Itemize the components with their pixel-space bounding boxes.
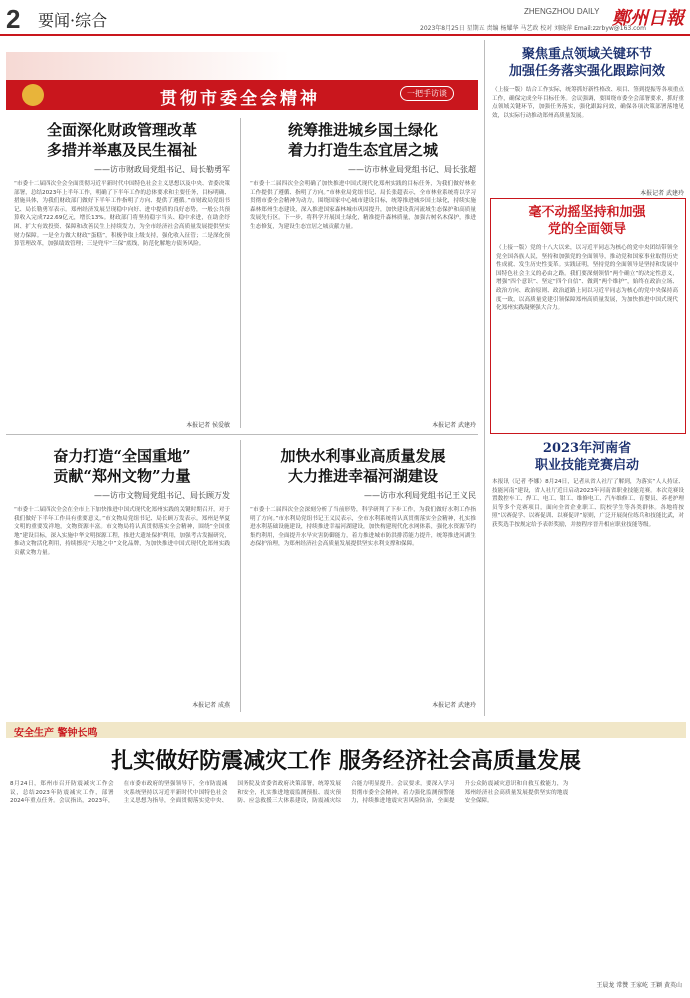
right-1-body: （上接一版）结合工作实际，统筹抓好新性格改、项目、签到提振等各项重点工作，确保完成全年目标任务。会议强调，要围绕市委全会部署要求，抓好重点领域关键环节，加强任务落实，强化跟踪问效，确保各项决策部署落地见效，以实际行动推动郑州高质量发展。	[492, 87, 684, 119]
article-1-subtitle: ——访市财政局党组书记、局长勒勇军	[94, 165, 230, 174]
row-divider	[6, 434, 478, 435]
right-2-title: 毫不动摇坚持和加强 党的全面领导	[528, 205, 646, 237]
article-2-subtitle: ——访市林业局党组书记、局长张超	[348, 165, 476, 174]
article-3-byline: 本报记者 成燕	[192, 702, 230, 709]
article-4-body: “市委十二届四次全会深刻分析了当前形势，科学研判了下步工作，为我们做好水利工作指明了方向。”市水利局党组书记王义民表示，全市水利系统将认真贯彻落实全会精神，扎实推进水利基础设施建设，持续推进幸福河湖建设，加快构建现代化水网体系，强化水资源节约集约利用，全面提升水旱灾害防御能力，着力推进城市防洪排涝能力提升，统筹推进河湖生态保护治理，为郑州经济社会高质量发展提供坚实水利支撑和保障。	[250, 507, 476, 548]
right-3-title: 2023年河南省 职业技能竞赛启动	[534, 441, 639, 473]
issue-meta: 2023年8月25日 星期五 责编 杨耀华 马艺政 校对 刘晓萍 Email:zzrbyw@163.com	[420, 25, 646, 32]
article-1-body: “市委十二届四次全会全面贯彻习近平新时代中国特色社会主义思想以及中央、省委决策部署，总结2023年上半年工作，明确了下半年工作的总体要求和主要任务，目标明确、措施具体，为我们财政部门做好下半年工作指明了方向、提供了遵循。”市财政局党组书记、局长勒勇军表示。郑州经济发展呈现稳中向好、进中提质的良好态势，一般公共预算收入完成722.69亿元，增长13%。财政部门将坚持稳字当头、稳中求进，在助企纾困、扩大有效投资、保障和改善民生上持续发力，为全市经济社会高质量发展提供坚实财力保障。一是全力做大财政“蛋糕”，积极争取上级支持，强化收入征管；二是深化预算管理改革，加强绩效管理；三是兜牢“三保”底线，防范化解地方债务风险。	[14, 181, 230, 248]
column-divider	[484, 40, 485, 716]
right-1-byline: 本报记者 武建玲	[640, 190, 684, 197]
bottom-title: 扎实做好防震减灾工作 服务经济社会高质量发展	[111, 748, 581, 774]
bottom-byline: 王晨龙 常赞 王家屹 王颖 黄英山	[596, 982, 682, 989]
article-3-title: 奋力打造“全国重地” 贡献“郑州文物”力量	[53, 447, 191, 485]
page-number: 2	[6, 4, 21, 34]
section-bar-label: 安全生产 警钟长鸣	[14, 728, 98, 739]
party-emblem-icon	[22, 84, 44, 106]
right-2-body: （上接一版）党的十八大以来，以习近平同志为核心的党中央团结带领全党全国各族人民，坚持和加强党的全面领导，推动党和国家事业取得历史性成就、发生历史性变革。实践证明，坚持党的全面领导是坚持和发展中国特色社会主义的必由之路。我们要深刻领悟“两个确立”的决定性意义，增强“四个意识”、坚定“四个自信”、做到“两个维护”，始终在政治立场、政治方向、政治原则、政治道路上同以习近平同志为核心的党中央保持高度一致，以高质量党建引领保障郑州高质量发展，为加快推进中国式现代化郑州实践凝聚强大合力。	[496, 245, 678, 312]
article-1-title: 全面深化财政管理改革 多措并举惠及民生福祉	[46, 121, 197, 159]
article-1-byline: 本报记者 侯爱敏	[186, 422, 230, 429]
section-title: 要闻·综合	[38, 11, 108, 30]
article-4-title: 加快水利事业高质量发展 大力推进幸福河湖建设	[280, 447, 446, 485]
paper-logo: 鄭州日報	[612, 8, 684, 29]
article-4-byline: 本报记者 武建玲	[432, 702, 476, 709]
article-2-title: 统筹推进城乡国土绿化 着力打造生态宜居之城	[287, 121, 438, 159]
article-3-subtitle: ——访市文物局党组书记、局长顾万发	[94, 491, 230, 500]
column-divider	[240, 440, 241, 712]
article-2-byline: 本报记者 武建玲	[432, 422, 476, 429]
right-1-title: 聚焦重点领域关键环节 加强任务落实强化跟踪问效	[508, 47, 665, 79]
banner-tag: 一把手访谈	[400, 86, 454, 101]
header-divider	[0, 34, 690, 36]
banner-title: 贯彻市委全会精神	[160, 89, 320, 109]
article-2-body: “市委十二届四次全会明确了加快推进中国式现代化郑州实践的目标任务，为我们做好林业工作提供了遵循、指明了方向。”市林业局党组书记、局长张超表示，全市林业系统将以学习贯彻市委全会精神为动力，围绕国家中心城市建设目标，统筹推进城乡国土绿化，持续实施森林郑州生态建设，深入推进国家森林城市巩固提升，加快建设黄河流域生态保护和高质量发展先行区。下一步，将科学开展国土绿化，精准提升森林质量，加强古树名木保护，推进生态修复，为建设生态宜居之城贡献力量。	[250, 181, 476, 230]
column-divider	[240, 118, 241, 428]
article-4-subtitle: ——访市水利局党组书记王义民	[364, 491, 476, 500]
banner-decor	[6, 52, 478, 80]
section-bar	[6, 722, 686, 738]
right-3-body: 本报讯（记者 李娜）8月24日，记者从省人社厅了解到，为落实“人人持证、技能河南”建设，省人社厅近日启动2023年河南省职业技能竞赛。本次竞赛设置数控车工、焊工、电工、钳工、维修电工、汽车维修工、育婴员、养老护理员等多个竞赛项目，面向全省企业职工、院校学生等各类群体。各地将按照“以赛促学、以赛促训、以赛促评”原则，广泛开展岗位练兵和技能比武，对获奖选手按规定给予表彰奖励，并按程序晋升相应职业技能等级。	[492, 479, 684, 528]
paper-name: ZHENGZHOU DAILY	[524, 7, 600, 16]
bottom-body: 8月24日，郑州市召开防震减灾工作会议，总结2023年防震减灾工作，部署2024年重点任务。会议指出，2023年，在市委市政府的坚强领导下，全市防震减灾系统坚持以习近平新时代中国特色社会主义思想为指导，全面贯彻落实党中央、国务院及省委省政府决策部署，统筹发展和安全，扎实推进地震监测预报、震灾预防、应急救援三大体系建设，防震减灾综合能力明显提升。会议要求，要深入学习贯彻市委全会精神，着力强化监测预警能力，持续推进地震灾害风险防治，全面提升公众防震减灾意识和自救互救能力，为郑州经济社会高质量发展提供坚实的地震安全保障。	[10, 781, 569, 805]
article-3-body: “市委十二届四次全会在全市上下加快推进中国式现代化郑州实践的关键时期召开，对于我们做好下半年工作具有重要意义。”市文物局党组书记、局长顾万发表示。郑州是华夏文明的重要发祥地，文物资源丰富。市文物局将认真贯彻落实全会精神，围绕“全国重地”建设目标，深入实施中华文明探源工程，推进大遗址保护利用，加强考古发掘研究，推动文物活化利用，持续擦亮“天地之中”文化品牌，为加快推进中国式现代化郑州实践贡献文物力量。	[14, 507, 230, 556]
